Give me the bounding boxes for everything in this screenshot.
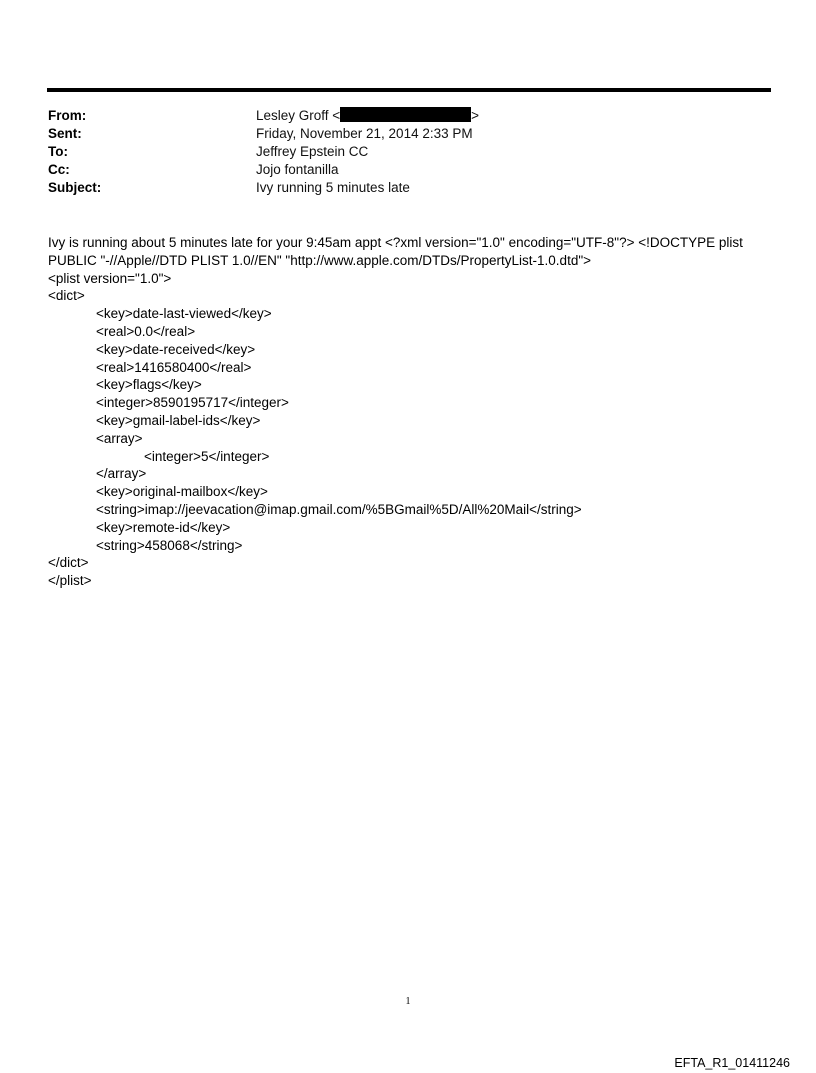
body-line: </plist> <box>48 573 92 589</box>
body-line: <integer>8590195717</integer> <box>96 395 289 411</box>
page-number: 1 <box>405 996 411 1007</box>
subject-row <box>48 179 768 197</box>
body-line: Ivy is running about 5 minutes late for your 9:45am appt <?xml version="1.0" encoding="UTF-8"?> <!DOCTYPE plist <box>48 235 743 250</box>
subject-value: Ivy running 5 minutes late <box>256 180 410 195</box>
body-line: <key>flags</key> <box>96 377 202 393</box>
to-row <box>48 143 768 161</box>
body-line: <array> <box>96 430 143 446</box>
redaction-box <box>340 107 471 122</box>
from-close: > <box>471 108 480 123</box>
body-line: <key>remote-id</key> <box>96 519 231 535</box>
body-line: <string>458068</string> <box>96 537 243 553</box>
body-line: <key>gmail-label-ids</key> <box>96 412 261 428</box>
cc-row <box>48 161 768 179</box>
to-value: Jeffrey Epstein CC <box>256 144 369 159</box>
from-value <box>256 107 479 125</box>
sent-value: Friday, November 21, 2014 2:33 PM <box>256 126 473 141</box>
cc-label: Cc: <box>48 162 70 177</box>
body-line: <plist version="1.0"> <box>48 270 172 286</box>
body-line: <string>imap://jeevacation@imap.gmail.com/%5BGmail%5D/All%20Mail</string> <box>96 501 582 517</box>
bates-number: EFTA_R1_01411246 <box>674 1056 790 1070</box>
body-line: <dict> <box>48 288 85 304</box>
from-label: From: <box>48 108 87 123</box>
body-line: <integer>5</integer> <box>144 448 270 464</box>
body-line: <real>0.0</real> <box>96 323 196 339</box>
body-line: </array> <box>96 466 147 482</box>
body-line: <real>1416580400</real> <box>96 359 252 375</box>
sent-row <box>48 125 768 143</box>
body-line: <key>date-received</key> <box>96 341 256 357</box>
header-rule <box>47 88 771 92</box>
cc-value: Jojo fontanilla <box>256 162 339 177</box>
body-line: <key>original-mailbox</key> <box>96 484 268 500</box>
email-header <box>48 107 768 197</box>
to-label: To: <box>48 144 68 159</box>
from-row <box>48 107 768 125</box>
body-line: </dict> <box>48 555 89 571</box>
from-name: Lesley Groff < <box>256 108 341 123</box>
email-body <box>48 234 768 590</box>
body-line: PUBLIC "-//Apple//DTD PLIST 1.0//EN" "http://www.apple.com/DTDs/PropertyList-1.0.dtd"> <box>48 252 591 268</box>
subject-label: Subject: <box>48 180 102 195</box>
body-line: <key>date-last-viewed</key> <box>96 306 272 322</box>
sent-label: Sent: <box>48 126 82 141</box>
